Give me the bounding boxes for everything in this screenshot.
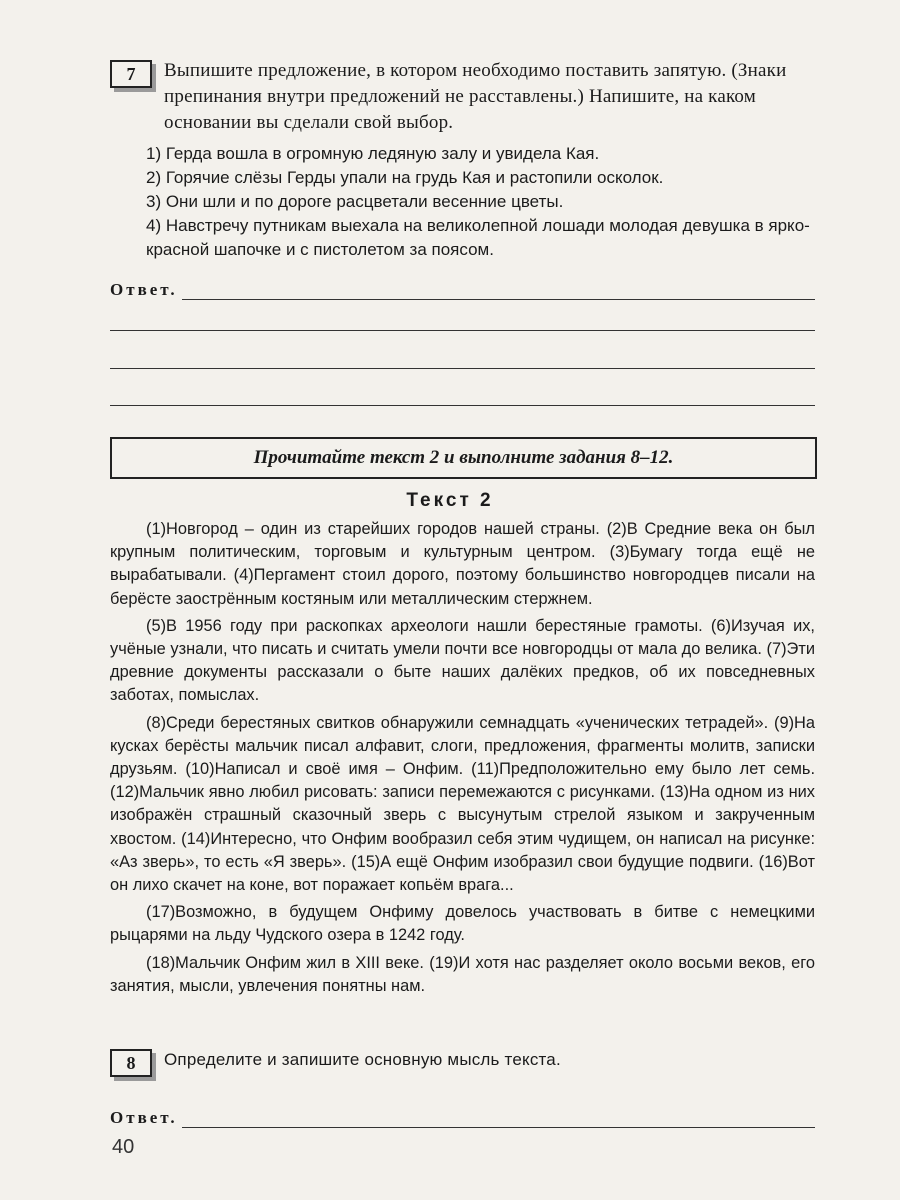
text-paragraph: (1)Новгород – один из старейших городов нашей страны. (2)В Средние века он был крупным политическим, торговым и культурным центром. (3)Бумагу тогда ещё не вырабатывали. (4)Пергамент стоил дорого, поэтому большинство новгородцев писали на берёсте заострённым костяным или металлическим стержнем. (110, 520, 815, 608)
instruction-banner: Прочитайте текст 2 и выполните задания 8–12. (110, 437, 817, 479)
option-item: 3) Они шли и по дороге расцветали весенние цветы. (146, 192, 564, 211)
answer-label: Ответ. (110, 280, 178, 299)
text-paragraph: (5)В 1956 году при раскопках археологи нашли берестяные грамоты. (6)Изучая их, учёные узнали, что писать и считать умели почти все новгородцы от мала до велика. (7)Эти древние документы рассказали о быте наших далёких предков, об их повседневных заботах, помыслах. (110, 616, 815, 705)
answer-row-8 (110, 1108, 815, 1128)
page-number: 40 (112, 1136, 135, 1158)
task-prompt: Определите и запишите основную мысль текста. (164, 1050, 561, 1069)
answer-label: Ответ. (110, 1108, 178, 1127)
task-number-box: 8 (110, 1049, 152, 1077)
task-7 (110, 58, 820, 262)
text-paragraph: (8)Среди берестяных свитков обнаружили семнадцать «ученических тетрадей». (9)На кусках берёсты мальчик писал алфавит, слоги, предложения, фрагменты молитв, записки друзьям. (10)Написал и своё имя – Онфим. (11)Предположительно ему было лет семь. (12)Мальчик явно любил рисовать: записи перемежаются с рисунками. (13)На одном из них изображён страшный сказочный зверь с высунутым стрелой языком и закрученным хвостом. (14)Интересно, что Онфим вообразил себя этим чудищем, он написал на рисунке: «Аз зверь», то есть «Я зверь». (15)А ещё Онфим изобразил свои будущие подвиги. (16)Вот он лихо скачет на коне, вот поражает копьём врага... (110, 713, 815, 895)
text-paragraph: (18)Мальчик Онфим жил в XIII веке. (19)И хотя нас разделяет около восьми веков, его занятия, мысли, увлечения понятны нам. (110, 953, 815, 995)
task-8 (110, 1047, 820, 1077)
task-number-box: 7 (110, 60, 152, 88)
task-prompt: Выпишите предложение, в котором необходимо поставить запятую. (Знаки препинания внутри предложений не расставлены.) Напишите, на каком основании вы сделали свой выбор. (164, 60, 787, 133)
options-list (146, 142, 820, 262)
answer-row-7 (110, 280, 815, 300)
text-body (110, 518, 815, 1002)
option-item: 1) Герда вошла в огромную ледяную залу и увидела Кая. (146, 144, 600, 163)
answer-line[interactable] (110, 330, 815, 331)
answer-line[interactable] (110, 368, 815, 369)
answer-line[interactable] (182, 1111, 815, 1128)
text-paragraph: (17)Возможно, в будущем Онфиму довелось участвовать в битве с немецкими рыцарями на льду Чудского озера в 1242 году. (110, 903, 815, 945)
option-item: 2) Горячие слёзы Герды упали на грудь Кая и растопили осколок. (146, 168, 664, 187)
answer-line[interactable] (182, 283, 815, 300)
text-title: Текст 2 (406, 490, 494, 511)
answer-line[interactable] (110, 405, 815, 406)
option-item: 4) Навстречу путникам выехала на великолепной лошади молодая девушка в ярко-красной шапочке и с пистолетом за поясом. (146, 216, 810, 259)
